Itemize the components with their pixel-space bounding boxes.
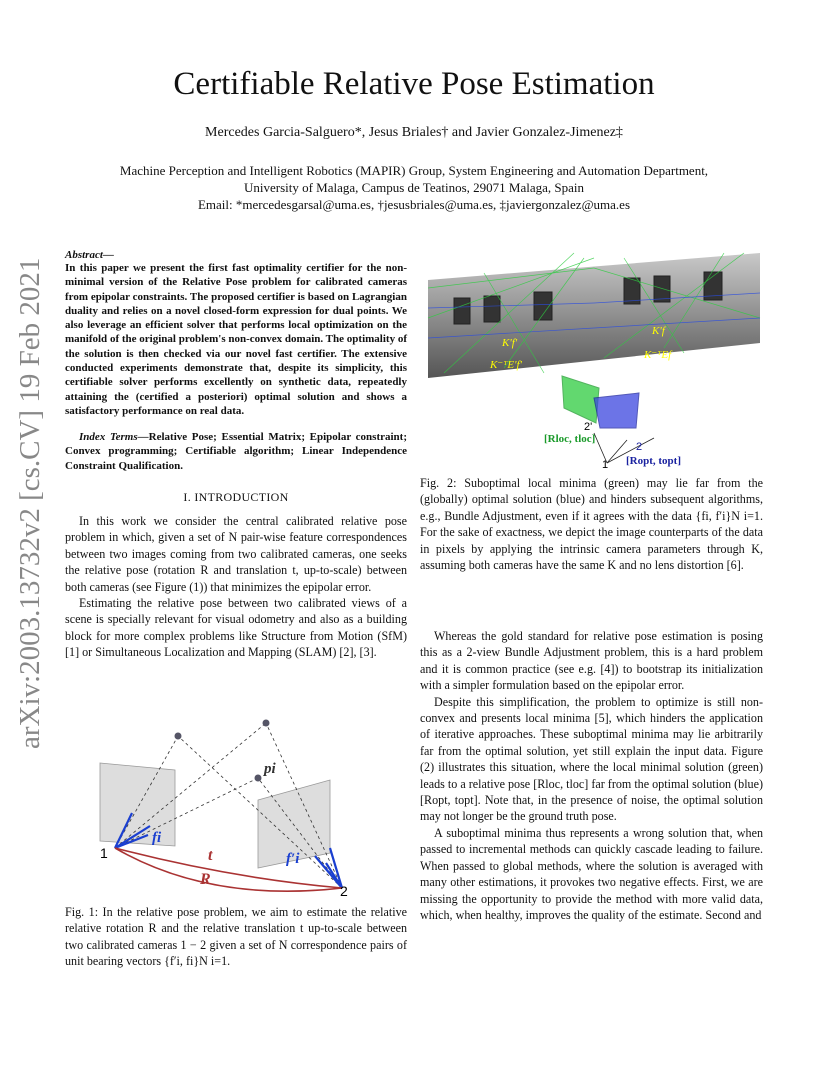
- intro-text: [65, 513, 407, 661]
- point-marker: [255, 775, 262, 782]
- paper-title: Certifiable Relative Pose Estimation: [173, 66, 655, 102]
- figure-1: [90, 718, 390, 898]
- author-list: Mercedes Garcia-Salguero*, Jesus Briales† and Javier Gonzalez-Jimenez‡: [205, 125, 623, 140]
- camera-1-label: 1: [602, 459, 609, 471]
- affiliation-line: University of Malaga, Campus de Teatinos, 29071 Malaga, Spain: [243, 180, 585, 195]
- abstract-label: Abstract—: [65, 249, 114, 261]
- figure-1-caption: Fig. 1: In the relative pose problem, we aim to estimate the relative relative rotation R and the relative translation t up-to-scale between two calibrated cameras 1 − 2 given a set of N correspondence pairs of unit bearing vectors {f′i, fi}N i=1.: [65, 905, 407, 969]
- figure-2-caption: Fig. 2: Suboptimal local minima (green) may lie far from the (globally) optimal solution (blue) and hinders subsequent algorithms, e.g., Bundle Adjustment, even if it agrees with the data {fi, f′i}N i=1. For the sake of exactness, we depict the image counterparts of the data in pixels by applying the intrinsic camera parameters through K, assuming both cameras have the same K and no lens distortion [6].: [420, 476, 763, 573]
- index-terms-label: Index Terms—: [79, 431, 149, 443]
- paragraph: In this work we consider the central calibrated relative pose problem in which, given a set of N pair-wise feature correspondences between two images coming from two calibrated cameras, one seeks the relative pose (rotation R and translation t, up-to-scale) between both cameras (see Figure (1)) that minimizes the epipolar error.: [65, 514, 407, 594]
- affiliation: [60, 162, 768, 213]
- right-text: [420, 628, 763, 923]
- bearing-f-label: fi: [152, 830, 162, 846]
- paragraph: Despite this simplification, the problem to optimize is still non-convex and presents local minima [5], which hinders the application of iterative approaches. These suboptimal minima may lie arbitrarily far from the optimal solution, yet still explain the input data. Figure (2) illustrates this situation, where the local minimal solution (green) leads to a relative pose [Rloc, tloc] far from the optimal solution (blue) [Ropt, topt]. Note that, in the presence of noise, the optimal solution may not longer be the ground truth pose.: [420, 694, 763, 824]
- optimal-camera-frustum: [594, 393, 639, 428]
- camera-2-label: 2: [340, 883, 348, 898]
- section-heading: I. INTRODUCTION: [183, 490, 289, 504]
- point-marker: [175, 733, 182, 740]
- affiliation-line: Email: *mercedesgarsal@uma.es, †jesusbriales@uma.es, ‡javiergonzalez@uma.es: [197, 197, 631, 212]
- camera-2-prime-label: 2': [584, 421, 593, 433]
- index-terms-text: Relative Pose; Essential Matrix; Epipolar constraint; Convex programming; Certifiable algorithm; Linear Independence Constraint Qualification.: [65, 431, 407, 472]
- epipolar-label: K⁻ᵀE'f': [490, 359, 522, 371]
- abstract-block: [65, 249, 407, 418]
- local-camera-frustum: [562, 376, 599, 423]
- point-marker: [263, 720, 270, 727]
- projection-label: K'f': [502, 337, 518, 349]
- optimal-pose-label: [Ropt, topt]: [626, 455, 681, 467]
- index-terms: [65, 430, 407, 473]
- affiliation-line: Machine Perception and Intelligent Robotics (MAPIR) Group, System Engineering and Automation Department,: [119, 163, 709, 178]
- paragraph: Whereas the gold standard for relative pose estimation is posing this as a 2-view Bundle Adjustment problem, this is a hard problem and it is common practice (see e.g. [4]) to bootstrap its initialization with a simpler formulation based on the epipolar error.: [420, 629, 763, 693]
- translation-label: t: [208, 847, 213, 864]
- camera-2-label: 2: [636, 441, 643, 453]
- figure-2: [424, 248, 764, 473]
- abstract-text: In this paper we present the first fast optimality certifier for the non-minimal version of the Relative Pose problem for calibrated cameras from epipolar constraints. The proposed certifier is based on Lagrangian duality and relies on a novel closed-form expression for dual points. We also leverage an efficient solver that performs local optimization on the manifold of the original problem's non-convex domain. The optimality of the solution is then checked via our novel fast certifier. The extensive conducted experiments demonstrate that, despite its simplicity, this certifiable solver performs excellently on synthetic data, repeatedly attaining the (certified a posteriori) optimal solution and shows a satisfactory performance on real data.: [65, 262, 407, 417]
- local-pose-label: [Rloc, tloc]: [544, 433, 596, 445]
- camera-1-label: 1: [100, 845, 108, 861]
- epipolar-label: K⁻ᵀEf: [644, 349, 672, 361]
- paragraph: A suboptimal minima thus represents a wrong solution that, when passed to incremental methods can quickly cascade leading to failure. When passed to global methods, where the solution is averaged with many other estimations, it provokes two negative effects. First, we are missing the opportunity to provide the method with more valid data, which, when healthy, improves the quality of the estimate. Second and: [420, 825, 763, 922]
- bearing-f-prime-label: f′i: [286, 851, 300, 867]
- rotation-label: R: [200, 871, 211, 888]
- point-label: pi: [264, 761, 276, 777]
- paragraph: Estimating the relative pose between two calibrated views of a scene is specially relevant for visual odometry and also as a building block for more complex problems like Structure from Motion (SfM) [1] or Simultaneous Localization and Mapping (SLAM) [2], [3].: [65, 596, 407, 660]
- arxiv-stamp: arXiv:2003.13732v2 [cs.CV] 19 Feb 2021: [14, 257, 46, 749]
- projection-label: K'f: [652, 325, 665, 337]
